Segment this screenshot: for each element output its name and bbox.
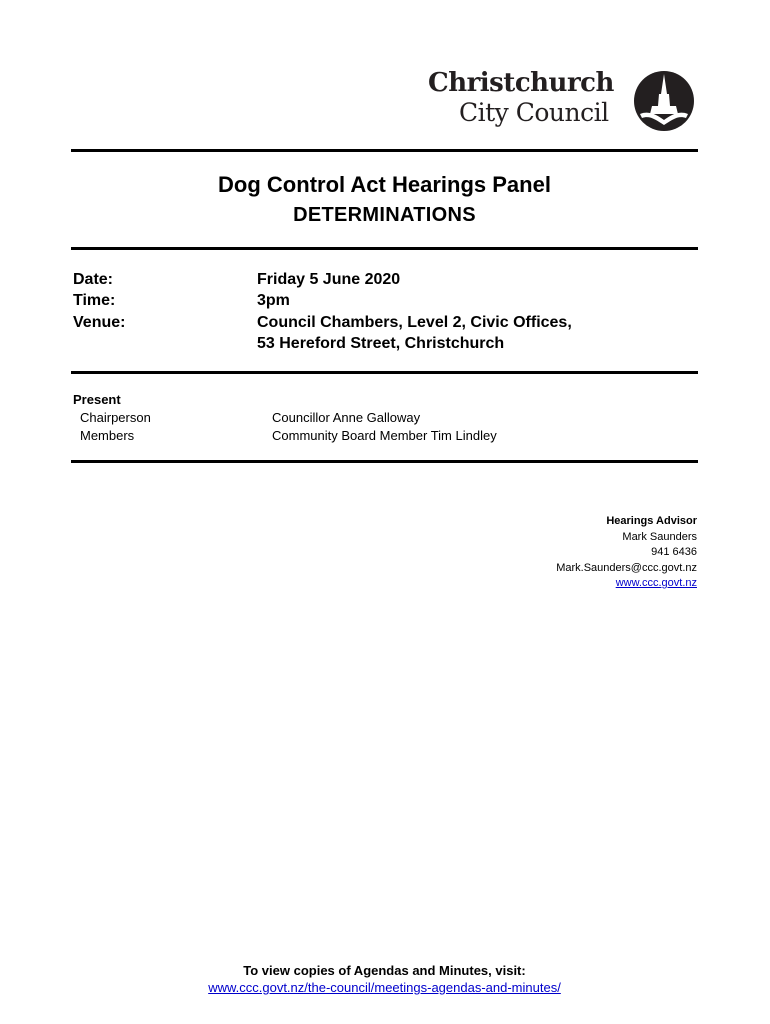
logo-text-line1: Christchurch <box>428 68 614 98</box>
panel-name: Dog Control Act Hearings Panel <box>218 172 551 197</box>
date-label: Date: <box>73 271 114 288</box>
document-title <box>71 170 698 230</box>
present-heading: Present <box>73 392 121 407</box>
document-type: DETERMINATIONS <box>293 204 476 226</box>
agendas-minutes-link[interactable]: www.ccc.govt.nz/the-council/meetings-agendas-and-minutes/ <box>208 980 561 995</box>
time-label: Time: <box>73 292 116 309</box>
advisor-title: Hearings Advisor <box>606 515 697 527</box>
title-divider <box>71 247 698 250</box>
website-link[interactable]: www.ccc.govt.nz <box>615 577 697 589</box>
top-divider <box>71 149 698 152</box>
council-logo <box>428 68 698 130</box>
advisor-contact <box>556 514 697 592</box>
date-value: Friday 5 June 2020 <box>257 271 401 288</box>
advisor-email: Mark.Saunders@ccc.govt.nz <box>556 561 697 574</box>
footer <box>71 962 698 996</box>
attendee-name: Community Board Member Tim Lindley <box>272 428 497 443</box>
footer-text: To view copies of Agendas and Minutes, visit: <box>243 963 526 978</box>
attendee-role: Chairperson <box>80 410 151 425</box>
attendee-role: Members <box>80 428 135 443</box>
details-divider <box>71 371 698 374</box>
venue-value-line1: Council Chambers, Level 2, Civic Offices, <box>257 314 572 331</box>
advisor-name: Mark Saunders <box>622 530 697 543</box>
logo-text-line2: City Council <box>459 98 609 127</box>
attendee-name: Councillor Anne Galloway <box>272 410 421 425</box>
cathedral-emblem-icon <box>632 70 696 132</box>
venue-value-line2: 53 Hereford Street, Christchurch <box>257 335 505 352</box>
attendance-divider <box>71 460 698 463</box>
time-value: 3pm <box>257 292 290 309</box>
advisor-phone: 941 6436 <box>651 546 697 558</box>
venue-label: Venue: <box>73 314 126 331</box>
